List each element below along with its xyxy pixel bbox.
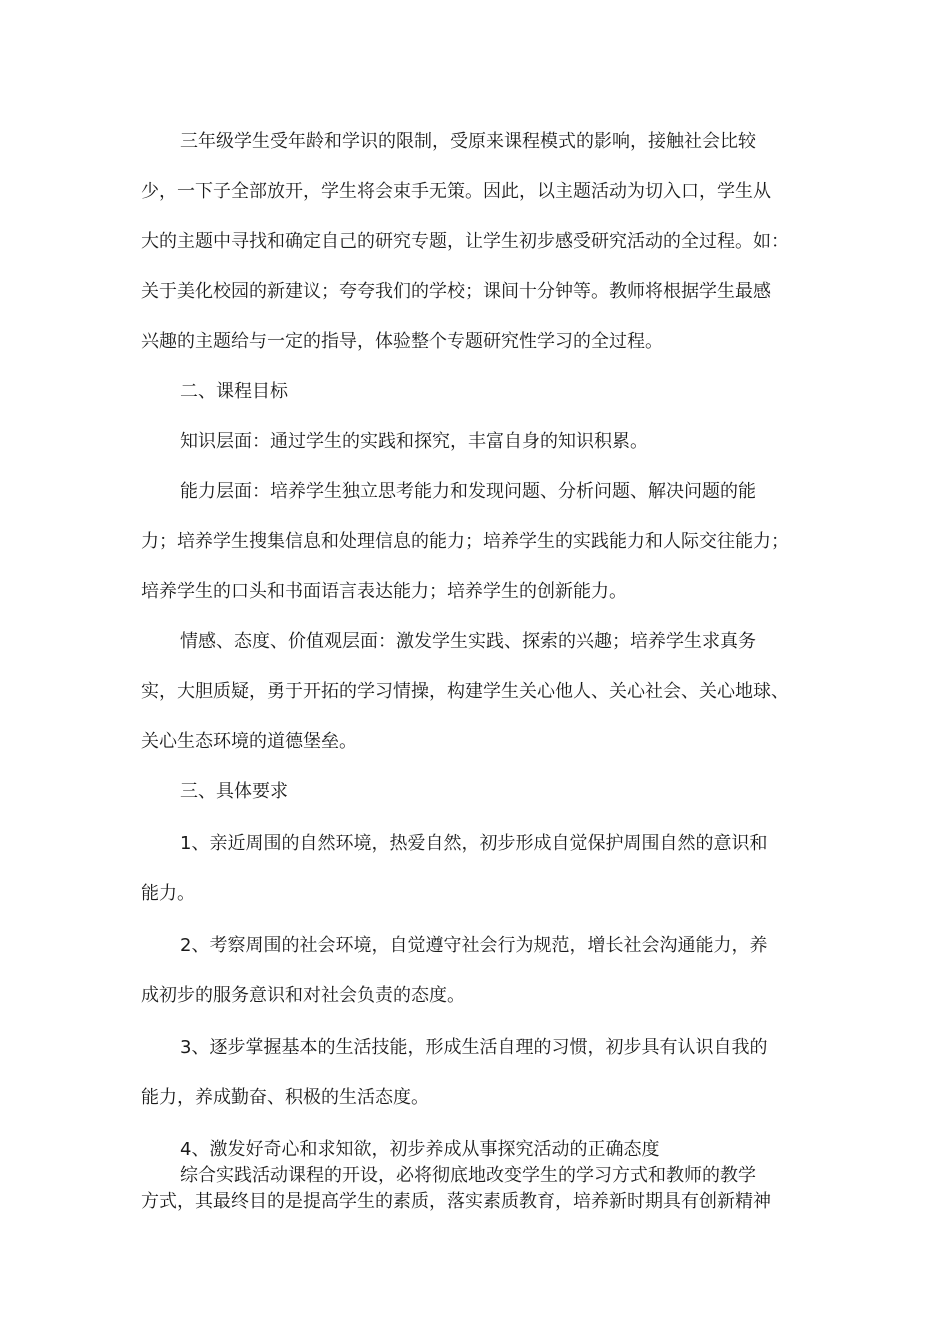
paragraph-line: 少，一下子全部放开，学生将会束手无策。因此，以主题活动为切入口，学生从 (141, 181, 771, 202)
list-item-line: 1、亲近周围的自然环境，热爱自然，初步形成自觉保护周围自然的意识和 (180, 833, 768, 854)
list-item-line: 能力。 (141, 883, 195, 904)
paragraph-line: 实，大胆质疑，勇于开拓的学习情操，构建学生关心他人、关心社会、关心地球、 (141, 681, 789, 702)
paragraph-line: 培养学生的口头和书面语言表达能力；培养学生的创新能力。 (141, 581, 627, 602)
paragraph-line: 兴趣的主题给与一定的指导，体验整个专题研究性学习的全过程。 (141, 331, 663, 352)
paragraph-line: 关于美化校园的新建议；夸夸我们的学校；课间十分钟等。教师将根据学生最感 (141, 281, 771, 302)
list-item-line: 3、逐步掌握基本的生活技能，形成生活自理的习惯，初步具有认识自我的 (180, 1037, 768, 1058)
paragraph-line: 能力层面：培养学生独立思考能力和发现问题、分析问题、解决问题的能 (180, 481, 756, 502)
paragraph-line: 关心生态环境的道德堡垒。 (141, 731, 357, 752)
section-heading: 二、课程目标 (180, 381, 288, 402)
paragraph-line: 知识层面：通过学生的实践和探究，丰富自身的知识积累。 (180, 431, 648, 452)
paragraph-line: 方式，其最终目的是提高学生的素质，落实素质教育，培养新时期具有创新精神 (141, 1191, 771, 1212)
list-item-line: 能力，养成勤奋、积极的生活态度。 (141, 1087, 429, 1108)
list-item-line: 2、考察周围的社会环境，自觉遵守社会行为规范，增长社会沟通能力，养 (180, 935, 768, 956)
list-item-line: 4、激发好奇心和求知欲，初步养成从事探究活动的正确态度 (180, 1139, 660, 1160)
list-item-line: 成初步的服务意识和对社会负责的态度。 (141, 985, 465, 1006)
paragraph-line: 综合实践活动课程的开设，必将彻底地改变学生的学习方式和教师的教学 (180, 1165, 756, 1186)
section-heading: 三、具体要求 (180, 781, 288, 802)
paragraph-line: 力；培养学生搜集信息和处理信息的能力；培养学生的实践能力和人际交往能力； (141, 531, 789, 552)
paragraph-line: 情感、态度、价值观层面：激发学生实践、探索的兴趣；培养学生求真务 (180, 631, 756, 652)
paragraph-line: 大的主题中寻找和确定自己的研究专题，让学生初步感受研究活动的全过程。如： (141, 231, 789, 252)
paragraph-line: 三年级学生受年龄和学识的限制，受原来课程模式的影响，接触社会比较 (180, 131, 756, 152)
